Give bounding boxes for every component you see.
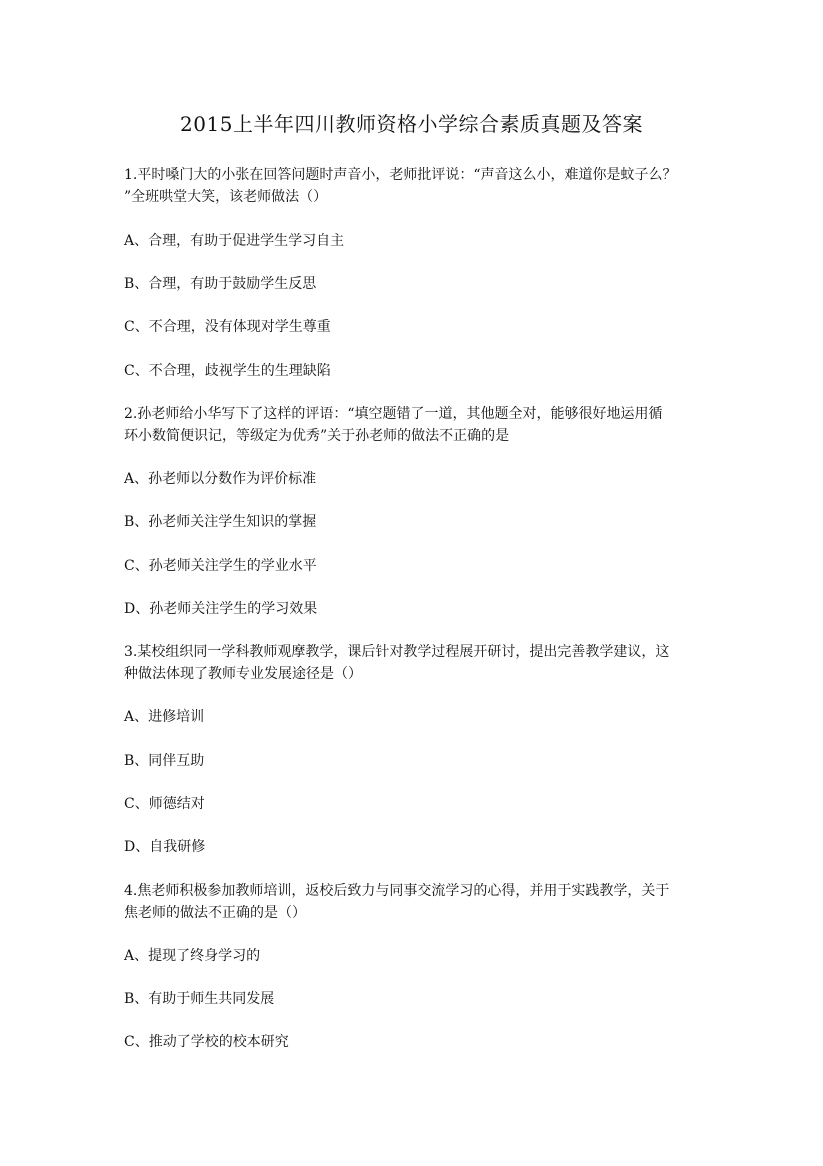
- document-title: 2015上半年四川教师资格小学综合素质真题及答案: [180, 112, 643, 136]
- question-1-option-b: B、合理，有助于鼓励学生反思: [124, 276, 317, 292]
- question-2-option-a: A、孙老师以分数作为评价标准: [124, 471, 317, 487]
- question-2-option-b: B、孙老师关注学生知识的掌握: [124, 514, 317, 530]
- question-2-line-2: 环小数简便识记，等级定为优秀”关于孙老师的做法不正确的是: [124, 428, 510, 444]
- question-1-option-a: A、合理，有助于促进学生学习自主: [124, 233, 345, 249]
- question-3-line-1: 3.某校组织同一学科教师观摩教学，课后针对教学过程展开研讨，提出完善教学建议，这: [124, 644, 670, 660]
- question-4-option-c: C、推动了学校的校本研究: [124, 1034, 289, 1050]
- question-1-option-c2: C、不合理，歧视学生的生理缺陷: [124, 363, 331, 379]
- question-3-option-d: D、自我研修: [124, 839, 206, 855]
- question-2-option-d: D、孙老师关注学生的学习效果: [124, 601, 318, 617]
- question-4-line-2: 焦老师的做法不正确的是（）: [124, 905, 306, 921]
- question-3-option-b: B、同伴互助: [124, 753, 205, 769]
- question-1-line-2: ”全班哄堂大笑，该老师做法（）: [124, 189, 328, 205]
- question-4-option-a: A、提现了终身学习的: [124, 948, 261, 964]
- question-4-option-b: B、有助于师生共同发展: [124, 991, 275, 1007]
- question-3-option-a: A、进修培训: [124, 709, 205, 725]
- question-3-option-c: C、师德结对: [124, 796, 205, 812]
- question-2-option-c: C、孙老师关注学生的学业水平: [124, 558, 317, 574]
- question-1-option-c: C、不合理，没有体现对学生尊重: [124, 319, 331, 335]
- question-3-line-2: 种做法体现了教师专业发展途径是（）: [124, 666, 362, 682]
- question-4-line-1: 4.焦老师积极参加教师培训，返校后致力与同事交流学习的心得，并用于实践教学，关于: [124, 883, 670, 899]
- question-2-line-1: 2.孙老师给小华写下了这样的评语：“填空题错了一道，其他题全对，能够很好地运用循: [124, 406, 663, 422]
- question-1-line-1: 1.平时嗓门大的小张在回答问题时声音小，老师批评说：“声音这么小，难道你是蚊子么？: [124, 167, 677, 183]
